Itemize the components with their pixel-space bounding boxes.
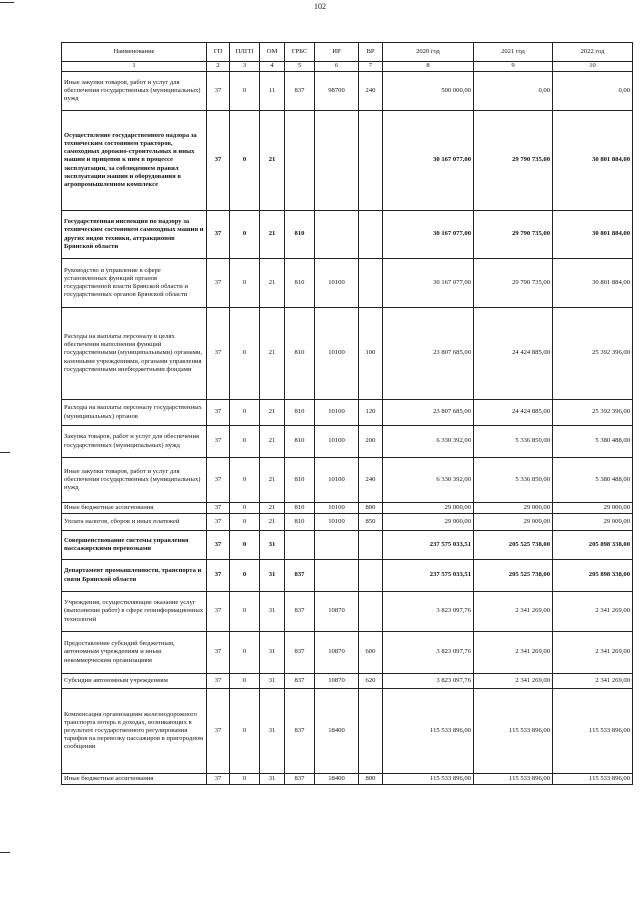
- table-row: [62, 632, 633, 674]
- row-gp: 37: [207, 632, 230, 674]
- row-gp: 37: [207, 211, 230, 259]
- row-gp: 37: [207, 774, 230, 785]
- table-row: [62, 503, 633, 514]
- header-grbs: ГРБС: [285, 43, 315, 62]
- row-grbs: 810: [285, 211, 315, 259]
- row-plgp: 0: [230, 531, 260, 560]
- row-name: Совершенствование системы управления пассажирскими перевозками: [62, 531, 207, 560]
- row-ir: 10870: [315, 632, 359, 674]
- row-amount-2020: 115 533 896,00: [383, 689, 474, 774]
- row-vr: [359, 111, 383, 211]
- row-plgp: 0: [230, 211, 260, 259]
- row-plgp: 0: [230, 514, 260, 531]
- row-amount-2021: 205 525 738,00: [474, 531, 553, 560]
- row-ir: 18400: [315, 689, 359, 774]
- row-amount-2022: 2 341 269,00: [553, 632, 633, 674]
- row-amount-2021: 115 533 896,00: [474, 689, 553, 774]
- row-vr: 120: [359, 400, 383, 426]
- row-plgp: 0: [230, 426, 260, 458]
- row-amount-2021: 29 790 735,00: [474, 111, 553, 211]
- row-gp: 37: [207, 689, 230, 774]
- row-ir: 98700: [315, 72, 359, 111]
- row-amount-2020: 23 807 685,00: [383, 308, 474, 400]
- row-ir: 10100: [315, 458, 359, 503]
- row-amount-2021: 29 000,00: [474, 503, 553, 514]
- row-gp: 37: [207, 458, 230, 503]
- row-plgp: 0: [230, 259, 260, 308]
- header-vr: ВР: [359, 43, 383, 62]
- table-row: [62, 211, 633, 259]
- row-name: Осуществление государственного надзора за техническим состоянием тракторов, самоходных дорожно-строительных и иных машин и прицепов к ним в процессе эксплуатации, за соблюдением правил эксплуатации машин и оборудования в агропромышленном комплексе: [62, 111, 207, 211]
- row-plgp: 0: [230, 560, 260, 592]
- row-amount-2022: 115 533 896,00: [553, 774, 633, 785]
- header-name: Наименование: [62, 43, 207, 62]
- row-grbs: 837: [285, 774, 315, 785]
- row-gp: 37: [207, 259, 230, 308]
- row-amount-2022: 30 801 884,00: [553, 259, 633, 308]
- row-ir: [315, 111, 359, 211]
- column-number: 5: [285, 62, 315, 72]
- row-amount-2021: 2 341 269,00: [474, 632, 553, 674]
- row-amount-2021: 2 341 269,00: [474, 592, 553, 632]
- row-name: Предоставление субсидий бюджетным, автономным учреждениям и иным некоммерческим организациям: [62, 632, 207, 674]
- row-grbs: 837: [285, 689, 315, 774]
- row-amount-2021: 29 790 735,00: [474, 259, 553, 308]
- row-om: 21: [260, 259, 285, 308]
- row-plgp: 0: [230, 674, 260, 689]
- row-amount-2021: 205 525 738,00: [474, 560, 553, 592]
- row-om: 21: [260, 400, 285, 426]
- row-amount-2020: 237 575 033,51: [383, 531, 474, 560]
- row-grbs: [285, 531, 315, 560]
- table-row: [62, 531, 633, 560]
- table-row: [62, 514, 633, 531]
- column-number: 8: [383, 62, 474, 72]
- row-grbs: 810: [285, 400, 315, 426]
- row-ir: 10870: [315, 674, 359, 689]
- table-row: [62, 458, 633, 503]
- row-name: Закупка товаров, работ и услуг для обеспечения государственных (муниципальных) нужд: [62, 426, 207, 458]
- row-amount-2022: 25 392 396,00: [553, 400, 633, 426]
- row-om: 11: [260, 72, 285, 111]
- row-vr: 600: [359, 632, 383, 674]
- row-om: 31: [260, 674, 285, 689]
- header-year-2021: 2021 год: [474, 43, 553, 62]
- row-plgp: 0: [230, 458, 260, 503]
- row-grbs: 837: [285, 72, 315, 111]
- table-row: [62, 592, 633, 632]
- scan-edge-mark: [0, 852, 10, 853]
- row-grbs: [285, 111, 315, 211]
- row-plgp: 0: [230, 774, 260, 785]
- row-om: 21: [260, 503, 285, 514]
- row-amount-2022: 115 533 896,00: [553, 689, 633, 774]
- row-gp: 37: [207, 400, 230, 426]
- row-vr: 850: [359, 514, 383, 531]
- row-om: 31: [260, 632, 285, 674]
- row-amount-2020: 500 000,00: [383, 72, 474, 111]
- row-om: 31: [260, 689, 285, 774]
- row-amount-2022: 0,00: [553, 72, 633, 111]
- row-amount-2021: 24 424 885,00: [474, 400, 553, 426]
- row-vr: 240: [359, 458, 383, 503]
- row-ir: 10100: [315, 308, 359, 400]
- row-plgp: 0: [230, 632, 260, 674]
- row-vr: 800: [359, 774, 383, 785]
- row-grbs: 810: [285, 259, 315, 308]
- row-amount-2020: 6 330 392,00: [383, 458, 474, 503]
- row-vr: 620: [359, 674, 383, 689]
- header-year-2020: 2020 год: [383, 43, 474, 62]
- header-gp: ГП: [207, 43, 230, 62]
- table-row: [62, 426, 633, 458]
- row-amount-2022: 30 801 884,00: [553, 111, 633, 211]
- column-number: 6: [315, 62, 359, 72]
- row-om: 31: [260, 560, 285, 592]
- row-ir: 10100: [315, 400, 359, 426]
- table-body: [62, 72, 633, 785]
- row-plgp: 0: [230, 689, 260, 774]
- row-gp: 37: [207, 72, 230, 111]
- row-gp: 37: [207, 674, 230, 689]
- header-year-2022: 2022 год: [553, 43, 633, 62]
- row-amount-2021: 24 424 885,00: [474, 308, 553, 400]
- header-ir: ИР: [315, 43, 359, 62]
- row-grbs: 837: [285, 632, 315, 674]
- row-amount-2022: 2 341 269,00: [553, 592, 633, 632]
- row-plgp: 0: [230, 72, 260, 111]
- row-ir: [315, 211, 359, 259]
- row-gp: 37: [207, 111, 230, 211]
- row-gp: 37: [207, 531, 230, 560]
- table-row: [62, 674, 633, 689]
- row-vr: 200: [359, 426, 383, 458]
- row-amount-2022: 29 000,00: [553, 514, 633, 531]
- row-ir: 10100: [315, 503, 359, 514]
- row-om: 31: [260, 531, 285, 560]
- row-vr: [359, 592, 383, 632]
- row-plgp: 0: [230, 400, 260, 426]
- row-amount-2021: 5 336 850,00: [474, 458, 553, 503]
- row-plgp: 0: [230, 503, 260, 514]
- table-row: [62, 774, 633, 785]
- row-name: Расходы на выплаты персоналу государственных (муниципальных) органов: [62, 400, 207, 426]
- row-ir: [315, 560, 359, 592]
- column-number: 4: [260, 62, 285, 72]
- row-amount-2021: 0,00: [474, 72, 553, 111]
- row-name: Уплата налогов, сборов и иных платежей: [62, 514, 207, 531]
- row-amount-2020: 6 330 392,00: [383, 426, 474, 458]
- row-plgp: 0: [230, 592, 260, 632]
- row-name: Государственная инспекция по надзору за техническим состоянием самоходных машин и других видов техники, аттракционов Брянской области: [62, 211, 207, 259]
- row-amount-2020: 237 575 033,51: [383, 560, 474, 592]
- row-om: 21: [260, 211, 285, 259]
- header-om: ОМ: [260, 43, 285, 62]
- row-name: Департамент промышленности, транспорта и связи Брянской области: [62, 560, 207, 592]
- page-number: 102: [314, 2, 326, 11]
- row-amount-2021: 29 000,00: [474, 514, 553, 531]
- row-vr: [359, 259, 383, 308]
- row-amount-2022: 2 341 269,00: [553, 674, 633, 689]
- row-grbs: 837: [285, 592, 315, 632]
- row-vr: [359, 211, 383, 259]
- column-number: 9: [474, 62, 553, 72]
- row-amount-2021: 5 336 850,00: [474, 426, 553, 458]
- row-name: Иные бюджетные ассигнования: [62, 774, 207, 785]
- table-row: [62, 560, 633, 592]
- row-vr: 240: [359, 72, 383, 111]
- row-gp: 37: [207, 308, 230, 400]
- row-grbs: 810: [285, 308, 315, 400]
- row-grbs: 810: [285, 426, 315, 458]
- row-grbs: 837: [285, 674, 315, 689]
- row-amount-2020: 30 167 077,00: [383, 111, 474, 211]
- scan-edge-mark: [0, 452, 10, 453]
- row-om: 21: [260, 308, 285, 400]
- row-amount-2022: 205 898 338,00: [553, 531, 633, 560]
- row-name: Учреждения, осуществляющие оказание услуг (выполнение работ) в сфере геоинформационных технологий: [62, 592, 207, 632]
- row-gp: 37: [207, 560, 230, 592]
- row-amount-2022: 29 000,00: [553, 503, 633, 514]
- row-plgp: 0: [230, 308, 260, 400]
- row-name: Иные бюджетные ассигнования: [62, 503, 207, 514]
- row-name: Расходы на выплаты персоналу в целях обеспечения выполнения функций государственными (муниципальными) органами, казенными учреждениями, органами управления государственными внебюджетными фондами: [62, 308, 207, 400]
- row-om: 21: [260, 426, 285, 458]
- row-vr: 800: [359, 503, 383, 514]
- row-om: 21: [260, 514, 285, 531]
- row-amount-2022: 25 392 396,00: [553, 308, 633, 400]
- table-row: [62, 689, 633, 774]
- row-amount-2022: 5 380 488,00: [553, 426, 633, 458]
- row-amount-2020: 3 823 097,76: [383, 632, 474, 674]
- row-om: 21: [260, 458, 285, 503]
- row-ir: 10100: [315, 259, 359, 308]
- budget-table: [61, 42, 633, 785]
- column-number: 3: [230, 62, 260, 72]
- table-row: [62, 259, 633, 308]
- row-name: Руководство и управление в сфере установленных функций органов государственной власти Брянской области и государственных органов Брянской области: [62, 259, 207, 308]
- row-gp: 37: [207, 426, 230, 458]
- column-number: 1: [62, 62, 207, 72]
- row-amount-2021: 2 341 269,00: [474, 674, 553, 689]
- row-name: Компенсация организациям железнодорожного транспорта потерь в доходах, возникающих в результате государственного регулирования тарифов на перевозку пассажиров в пригородном сообщении: [62, 689, 207, 774]
- row-om: 31: [260, 774, 285, 785]
- row-om: 21: [260, 111, 285, 211]
- row-ir: 10870: [315, 592, 359, 632]
- row-gp: 37: [207, 503, 230, 514]
- table-row: [62, 72, 633, 111]
- row-amount-2022: 205 898 338,00: [553, 560, 633, 592]
- row-ir: 10100: [315, 514, 359, 531]
- column-number: 7: [359, 62, 383, 72]
- row-ir: 18400: [315, 774, 359, 785]
- row-vr: [359, 560, 383, 592]
- column-number-row: [62, 62, 633, 72]
- row-amount-2021: 115 533 896,00: [474, 774, 553, 785]
- row-amount-2021: 29 790 735,00: [474, 211, 553, 259]
- header-row: [62, 43, 633, 62]
- column-number: 10: [553, 62, 633, 72]
- row-name: Субсидии автономным учреждениям: [62, 674, 207, 689]
- row-plgp: 0: [230, 111, 260, 211]
- row-amount-2020: 30 167 077,00: [383, 259, 474, 308]
- row-vr: 100: [359, 308, 383, 400]
- row-amount-2022: 5 380 488,00: [553, 458, 633, 503]
- table-row: [62, 308, 633, 400]
- row-amount-2022: 30 801 884,00: [553, 211, 633, 259]
- table-row: [62, 400, 633, 426]
- row-grbs: 837: [285, 560, 315, 592]
- row-name: Иные закупки товаров, работ и услуг для обеспечения государственных (муниципальных) нужд: [62, 458, 207, 503]
- row-grbs: 810: [285, 503, 315, 514]
- row-vr: [359, 531, 383, 560]
- row-amount-2020: 23 807 685,00: [383, 400, 474, 426]
- row-ir: 10100: [315, 426, 359, 458]
- column-number: 2: [207, 62, 230, 72]
- table-row: [62, 111, 633, 211]
- row-grbs: 810: [285, 514, 315, 531]
- row-amount-2020: 29 000,00: [383, 503, 474, 514]
- row-name: Иные закупки товаров, работ и услуг для обеспечения государственных (муниципальных) нужд: [62, 72, 207, 111]
- row-amount-2020: 3 823 097,76: [383, 592, 474, 632]
- header-plgp: ПЛГП: [230, 43, 260, 62]
- row-ir: [315, 531, 359, 560]
- row-gp: 37: [207, 592, 230, 632]
- row-grbs: 810: [285, 458, 315, 503]
- row-amount-2020: 29 000,00: [383, 514, 474, 531]
- row-amount-2020: 30 167 077,00: [383, 211, 474, 259]
- row-amount-2020: 115 533 896,00: [383, 774, 474, 785]
- row-gp: 37: [207, 514, 230, 531]
- row-amount-2020: 3 823 097,76: [383, 674, 474, 689]
- row-vr: [359, 689, 383, 774]
- row-om: 31: [260, 592, 285, 632]
